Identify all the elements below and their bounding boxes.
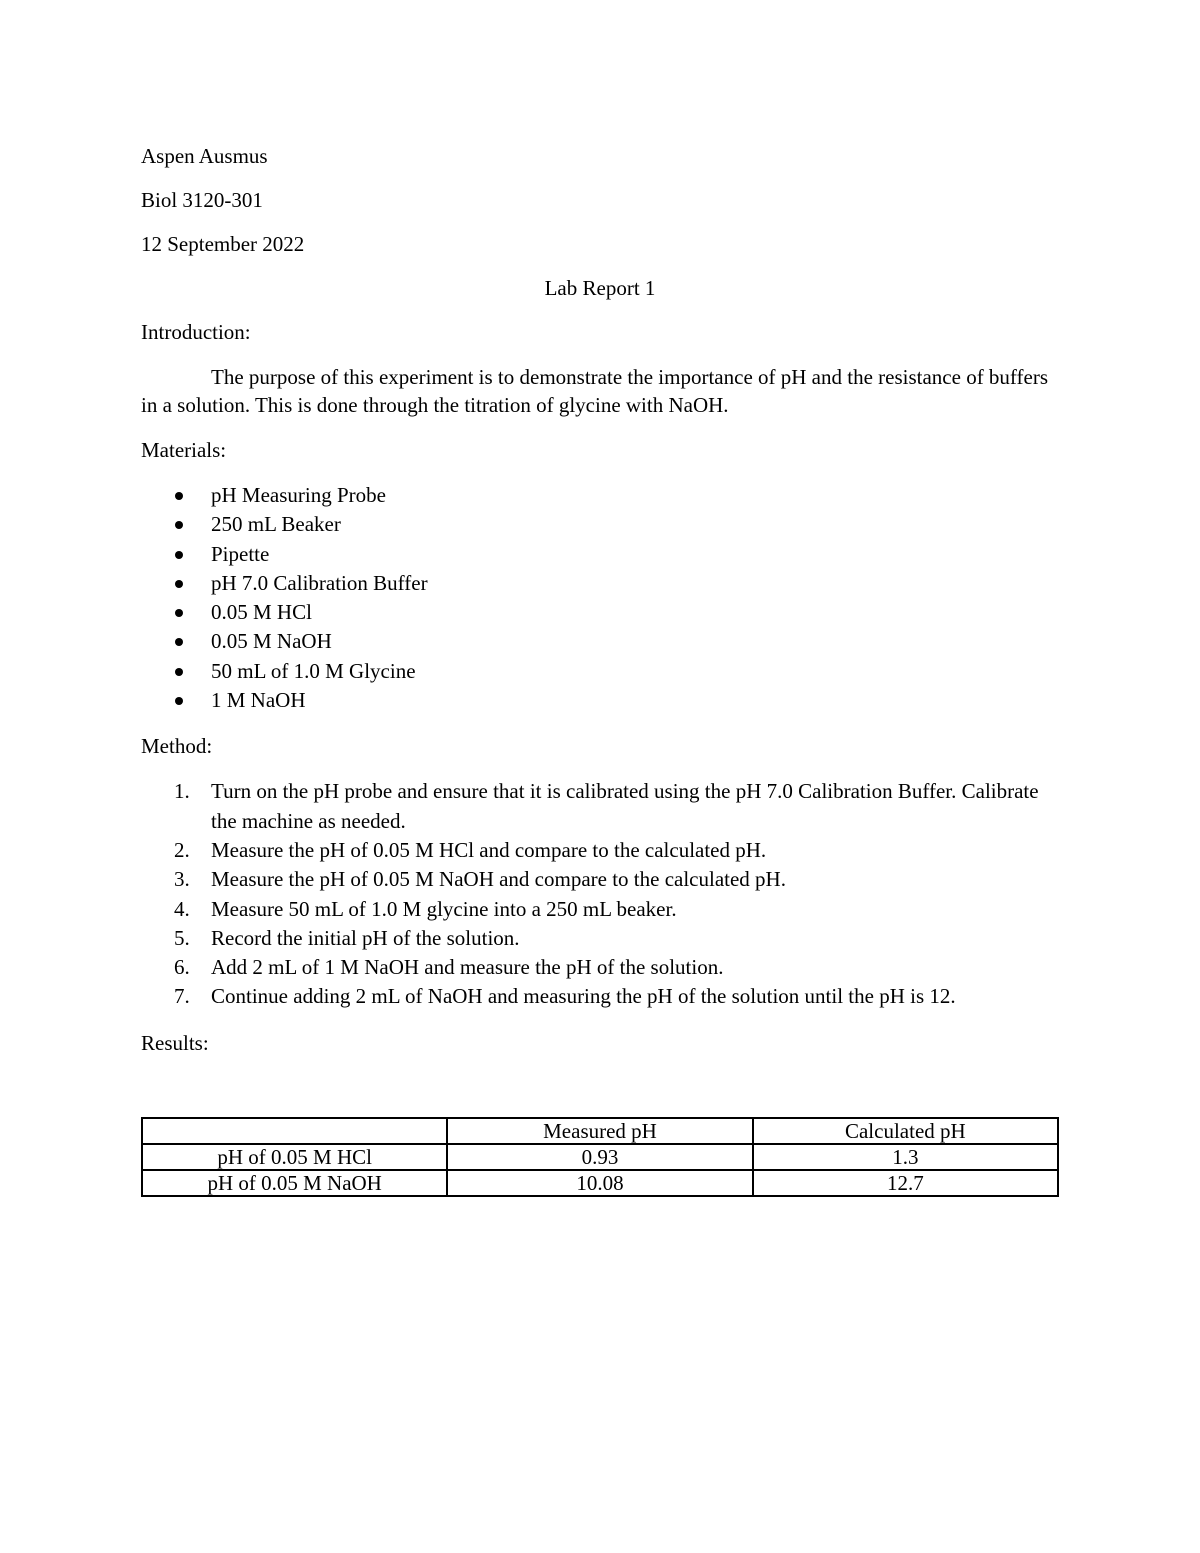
step-text: Measure the pH of 0.05 M NaOH and compare to the calculated pH.: [211, 867, 786, 892]
bullet-icon: [175, 609, 183, 617]
table-header-cell: Calculated pH: [753, 1118, 1058, 1144]
material-label: pH 7.0 Calibration Buffer: [211, 570, 428, 595]
author-name: Aspen Ausmus: [141, 144, 268, 168]
bullet-icon: [175, 492, 183, 500]
bullet-icon: [175, 521, 183, 529]
table-header-cell: Measured pH: [447, 1118, 752, 1144]
material-label: Pipette: [211, 541, 270, 566]
list-item: [141, 540, 1059, 569]
bullet-icon: [175, 580, 183, 588]
step-number: 6.: [174, 955, 190, 980]
method-steps: [141, 777, 1059, 1011]
step-text: Measure 50 mL of 1.0 M glycine into a 250 mL beaker.: [211, 896, 677, 921]
table-header-row: [142, 1118, 1058, 1144]
materials-heading: Materials:: [141, 438, 227, 462]
table-cell: 10.08: [447, 1170, 752, 1196]
table-cell: 12.7: [753, 1170, 1058, 1196]
step-number: 2.: [174, 837, 190, 862]
list-item: [141, 895, 1059, 924]
step-number: 7.: [174, 984, 190, 1009]
list-item: [141, 982, 1059, 1011]
step-text: Continue adding 2 mL of NaOH and measuring the pH of the solution until the pH is 12.: [211, 984, 956, 1009]
step-number: 5.: [174, 925, 190, 950]
table-cell: pH of 0.05 M HCl: [142, 1144, 447, 1170]
results-heading: Results:: [141, 1030, 209, 1055]
step-number: 1.: [174, 779, 190, 804]
table-cell: 1.3: [753, 1144, 1058, 1170]
material-label: 0.05 M HCl: [211, 600, 312, 625]
list-item: [141, 481, 1059, 510]
step-number: 3.: [174, 867, 190, 892]
table-row: [142, 1144, 1058, 1170]
list-item: [141, 777, 1059, 836]
list-item: [141, 686, 1059, 715]
material-label: 0.05 M NaOH: [211, 629, 332, 654]
table-cell: pH of 0.05 M NaOH: [142, 1170, 447, 1196]
step-text: Measure the pH of 0.05 M HCl and compare to the calculated pH.: [211, 837, 767, 862]
list-item: [141, 865, 1059, 894]
material-label: pH Measuring Probe: [211, 483, 386, 507]
document-page: [141, 142, 1059, 1197]
table-header-cell: [142, 1118, 447, 1144]
material-label: 50 mL of 1.0 M Glycine: [211, 658, 416, 683]
step-text: Turn on the pH probe and ensure that it is calibrated using the pH 7.0 Calibration Buffer. Calibrate the machine as needed.: [211, 779, 1039, 833]
list-item: [141, 627, 1059, 656]
step-text: Add 2 mL of 1 M NaOH and measure the pH of the solution.: [211, 955, 724, 980]
list-item: [141, 657, 1059, 686]
introduction-paragraph: The purpose of this experiment is to demonstrate the importance of pH and the resistance of buffers in a solution. This is done through the titration of glycine with NaOH.: [141, 365, 1049, 417]
step-number: 4.: [174, 896, 190, 921]
bullet-icon: [175, 551, 183, 559]
bullet-icon: [175, 668, 183, 676]
step-text: Record the initial pH of the solution.: [211, 925, 520, 950]
bullet-icon: [175, 697, 183, 705]
list-item: [141, 510, 1059, 539]
list-item: [141, 836, 1059, 865]
material-label: 1 M NaOH: [211, 688, 306, 713]
materials-list: [141, 481, 1059, 715]
list-item: [141, 953, 1059, 982]
document-title: Lab Report 1: [544, 276, 656, 300]
bullet-icon: [175, 638, 183, 646]
introduction-heading: Introduction:: [141, 320, 251, 344]
list-item: [141, 569, 1059, 598]
table-cell: 0.93: [447, 1144, 752, 1170]
list-item: [141, 598, 1059, 627]
method-heading: Method:: [141, 734, 213, 759]
report-date: 12 September 2022: [141, 232, 305, 256]
table-row: [142, 1170, 1058, 1196]
list-item: [141, 924, 1059, 953]
course-number: Biol 3120-301: [141, 188, 263, 212]
material-label: 250 mL Beaker: [211, 512, 341, 537]
results-table: [141, 1117, 1059, 1197]
